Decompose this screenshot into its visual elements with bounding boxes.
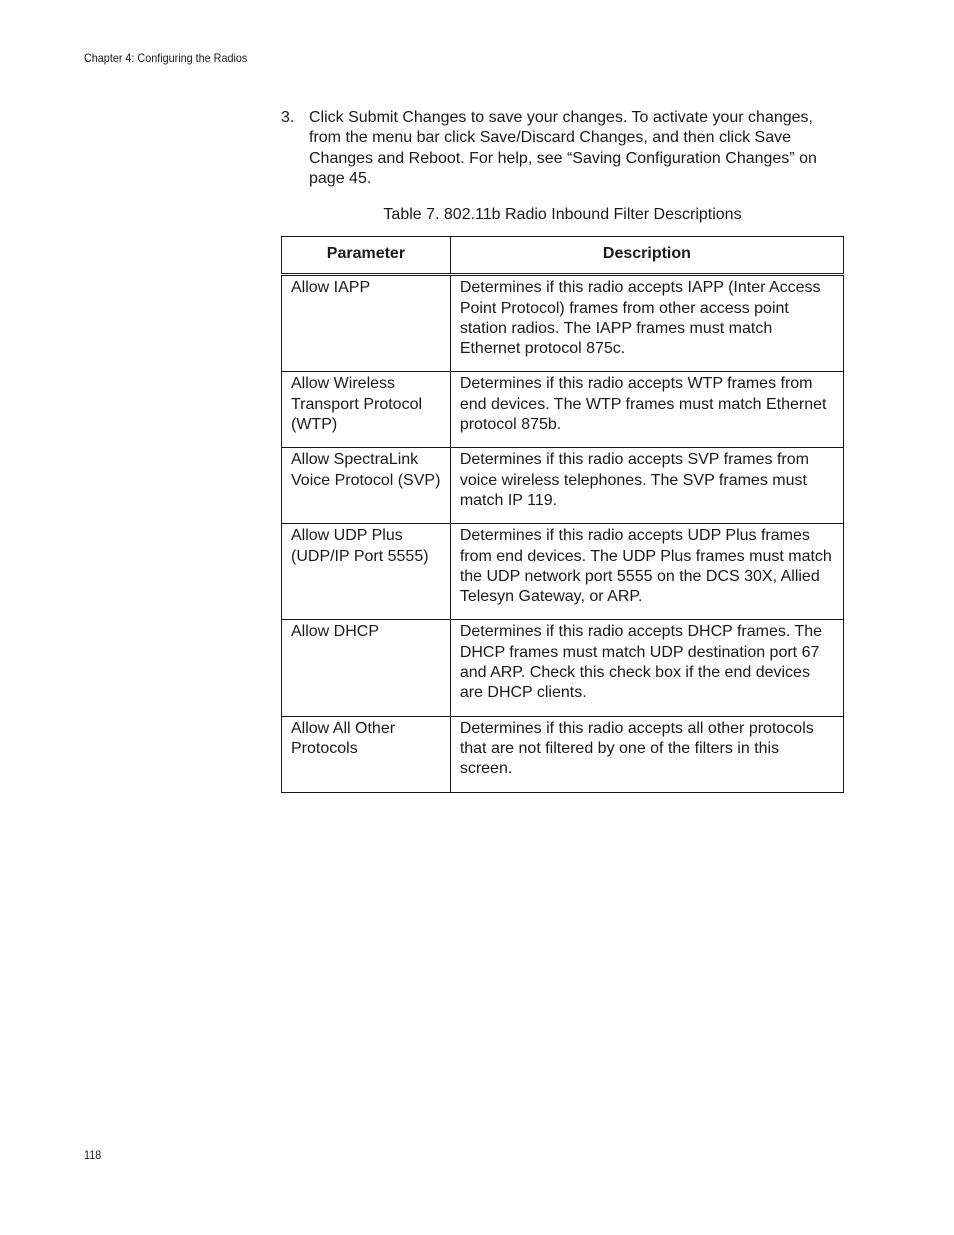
description-cell: Determines if this radio accepts IAPP (Inter Access Point Protocol) frames from other access point station radios. The IAPP frames must match Ethernet protocol 875c. xyxy=(450,275,843,372)
description-cell: Determines if this radio accepts SVP frames from voice wireless telephones. The SVP frames must match IP 119. xyxy=(450,448,843,524)
table-row xyxy=(282,275,844,372)
running-header: Chapter 4: Configuring the Radios xyxy=(84,51,248,65)
table-row xyxy=(282,448,844,524)
table-row xyxy=(282,524,844,620)
step-text: Click Submit Changes to save your changes. To activate your changes, from the menu bar click Save/Discard Changes, and then click Save Changes and Reboot. For help, see “Saving Configuration Changes” on page 45. xyxy=(309,109,817,188)
parameter-cell: Allow DHCP xyxy=(282,620,451,716)
parameter-cell: Allow IAPP xyxy=(282,275,451,372)
step-number: 3. xyxy=(281,109,295,126)
parameter-cell: Allow All Other Protocols xyxy=(282,716,451,792)
inbound-filter-table xyxy=(281,236,844,793)
parameter-cell: Allow Wireless Transport Protocol (WTP) xyxy=(282,372,451,448)
step-3 xyxy=(281,108,845,190)
table-row xyxy=(282,620,844,716)
table-header-row xyxy=(282,237,844,275)
column-header-description: Description xyxy=(450,237,843,275)
table-caption: Table 7. 802.11b Radio Inbound Filter Descriptions xyxy=(383,206,742,223)
description-cell: Determines if this radio accepts WTP frames from end devices. The WTP frames must match Ethernet protocol 875b. xyxy=(450,372,843,448)
table-row xyxy=(282,716,844,792)
table-row xyxy=(282,372,844,448)
column-header-parameter: Parameter xyxy=(282,237,451,275)
description-cell: Determines if this radio accepts all other protocols that are not filtered by one of the filters in this screen. xyxy=(450,716,843,792)
parameter-cell: Allow SpectraLink Voice Protocol (SVP) xyxy=(282,448,451,524)
page-number: 118 xyxy=(84,1148,102,1162)
description-cell: Determines if this radio accepts UDP Plus frames from end devices. The UDP Plus frames must match the UDP network port 5555 on the DCS 30X, Allied Telesyn Gateway, or ARP. xyxy=(450,524,843,620)
parameter-cell: Allow UDP Plus (UDP/IP Port 5555) xyxy=(282,524,451,620)
description-cell: Determines if this radio accepts DHCP frames. The DHCP frames must match UDP destination port 67 and ARP. Check this check box if the end devices are DHCP clients. xyxy=(450,620,843,716)
